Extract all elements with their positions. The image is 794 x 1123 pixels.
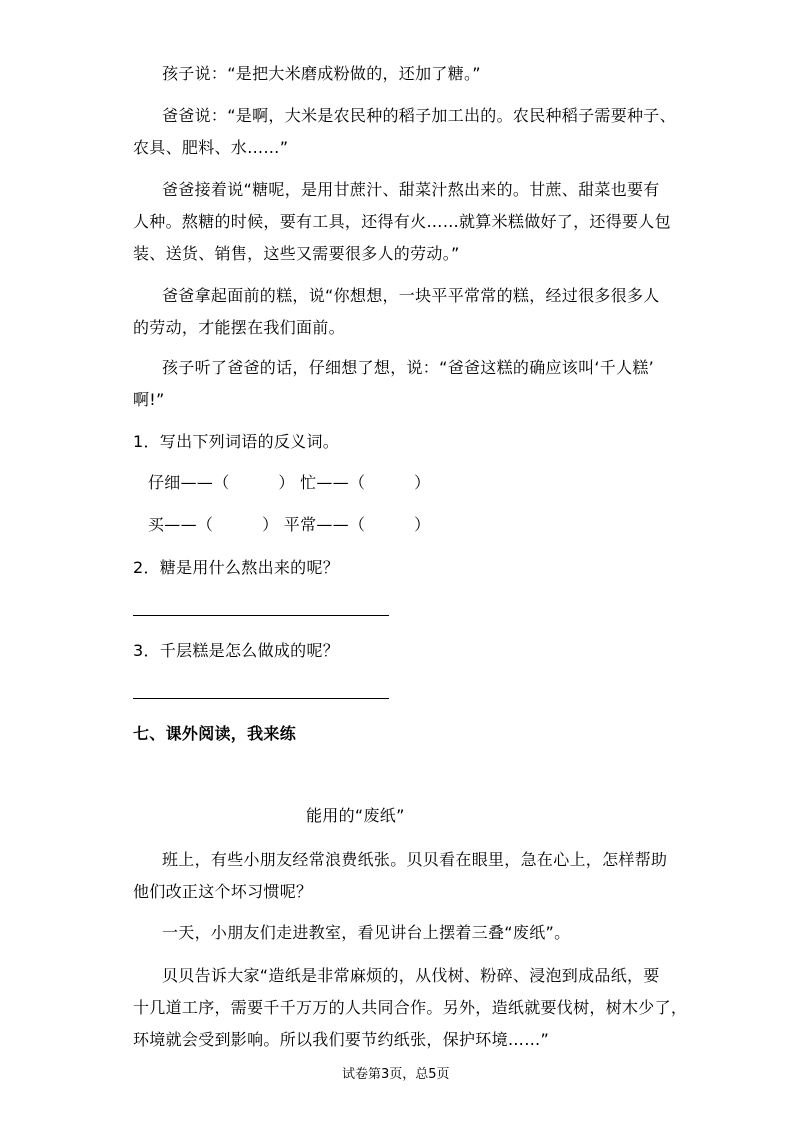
page-footer: 试卷第3页，总5页 (342, 1067, 450, 1082)
question-1-row-2: 买——（ ） 平常——（ ） (148, 515, 431, 534)
paragraph-line: 贝贝告诉大家“造纸是非常麻烦的，从伐树、粉碎、浸泡到成品纸，要 (162, 966, 660, 985)
paragraph-line: 装、送货、销售，这些又需要很多人的劳动。” (133, 244, 460, 263)
paragraph-line: 班上，有些小朋友经常浪费纸张。贝贝看在眼里，急在心上，怎样帮助 (162, 850, 668, 869)
paragraph-line: 的劳动，才能摆在我们面前。 (133, 318, 345, 337)
paragraph-line: 爸爸拿起面前的糕，说“你想想，一块平平常常的糕，经过很多很多人 (162, 286, 660, 305)
question-1-prompt: 1．写出下列词语的反义词。 (133, 432, 340, 451)
question-3-answer-line[interactable] (133, 698, 389, 699)
article-title: 能用的“废纸” (306, 806, 405, 825)
paragraph-line: 人种。熬糖的时候，要有工具，还得有火……就算米糕做好了，还得要人包 (133, 212, 671, 231)
paragraph-line: 十几道工序，需要千千万万的人共同合作。另外，造纸就要伐树，树木少了， (133, 998, 688, 1017)
paragraph-line: 爸爸接着说“糖呢，是用甘蔗汁、甜菜汁熬出来的。甘蔗、甜菜也要有 (162, 180, 660, 199)
paragraph-line: 一天，小朋友们走进教室，看见讲台上摆着三叠“废纸”。 (162, 923, 571, 942)
question-1-row-1: 仔细——（ ） 忙——（ ） (148, 473, 431, 492)
paragraph-line: 爸爸说：“是啊，大米是农民种的稻子加工出的。农民种稻子需要种子、 (162, 106, 676, 125)
paragraph-line: 农具、肥料、水……” (133, 138, 289, 157)
question-2-prompt: 2．糖是用什么熬出来的呢？ (133, 558, 340, 577)
paragraph-line: 孩子说：“是把大米磨成粉做的，还加了糖。” (162, 64, 481, 83)
question-3-prompt: 3．千层糕是怎么做成的呢？ (133, 641, 340, 660)
paragraph-line: 啊!” (133, 390, 165, 409)
paragraph-line: 环境就会受到影响。所以我们要节约纸张，保护环境……” (133, 1030, 550, 1049)
paragraph-line: 孩子听了爸爸的话，仔细想了想，说：“爸爸这糕的确应该叫‘千人糕’ (162, 358, 655, 377)
question-2-answer-line[interactable] (133, 615, 389, 616)
paragraph-line: 他们改正这个坏习惯呢？ (133, 882, 313, 901)
section-7-heading: 七、课外阅读，我来练 (133, 724, 297, 743)
